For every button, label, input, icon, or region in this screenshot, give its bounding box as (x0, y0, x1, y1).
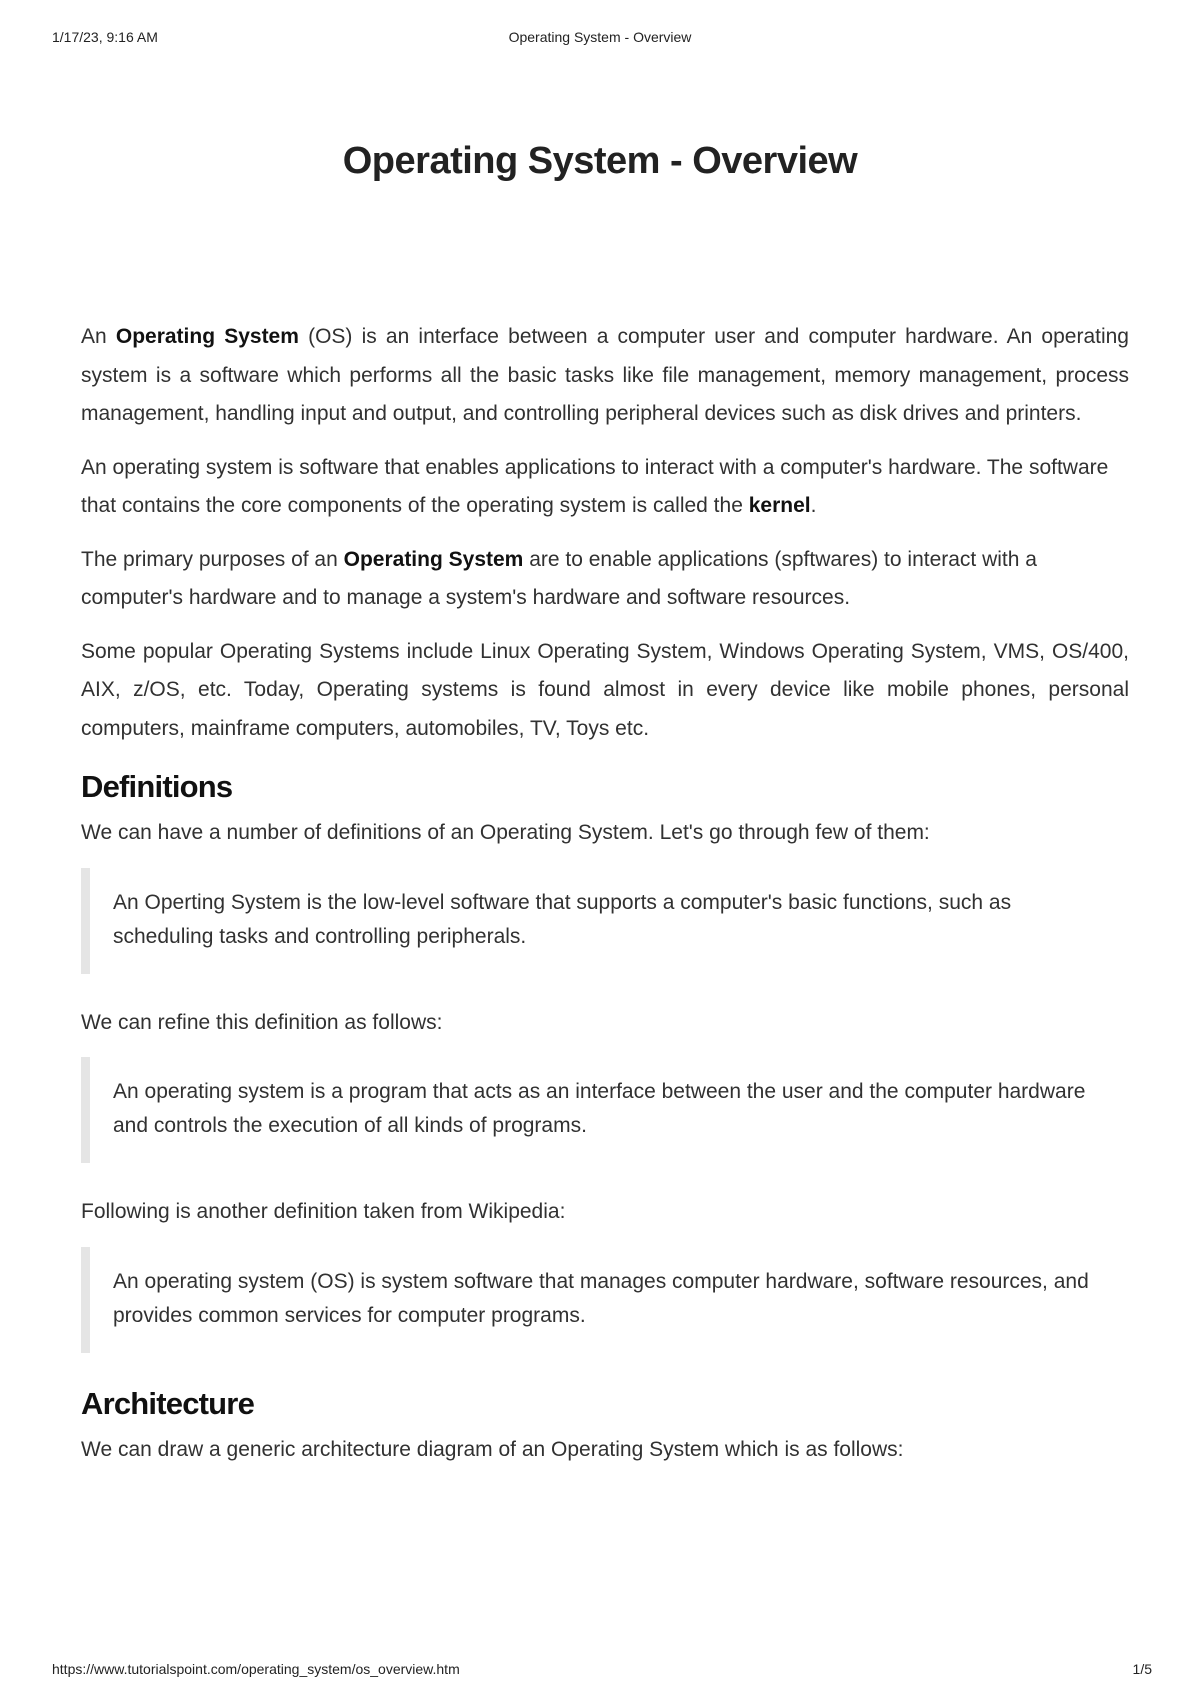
print-datetime: 1/17/23, 9:16 AM (52, 29, 158, 45)
definitions-heading: Definitions (81, 769, 233, 804)
intro-paragraph-3: The primary purposes of an Operating System are to enable applications (spftwares) to interact with a computer's hardware and to manage a system's hardware and software resources. (81, 547, 1037, 609)
intro-paragraph-2: An operating system is software that enables applications to interact with a computer's hardware. The software that contains the core components of the operating system is called the kernel. (81, 455, 1109, 517)
print-header (0, 29, 1200, 49)
definitions-lead: We can have a number of definitions of an Operating System. Let's go through few of them: (81, 821, 930, 844)
bold-term: kernel (748, 494, 811, 517)
refine-text: We can refine this definition as follows: (81, 1010, 443, 1034)
quote-text: An operating system (OS) is system software that manages computer hardware, software resources, and provides common services for computer programs. (113, 1269, 1089, 1327)
architecture-heading: Architecture (81, 1385, 255, 1421)
article-content (81, 318, 1129, 1484)
definition-quote-3 (81, 1247, 1129, 1353)
intro-paragraph-1: An Operating System (OS) is an interface between a computer user and computer hardware. An operating system is a software which performs all the basic tasks like file management, memory management, process management, handling input and output, and controlling peripheral devices such as disk drives and printers. (81, 325, 1129, 425)
quote-text: An operating system is a program that acts as an interface between the user and the computer hardware and controls the execution of all kinds of programs. (113, 1080, 1086, 1137)
architecture-lead: We can draw a generic architecture diagram of an Operating System which is as follows: (81, 1437, 904, 1461)
definition-quote-1 (81, 868, 1129, 974)
bold-term: Operating System (115, 325, 299, 348)
definition-quote-2 (81, 1057, 1129, 1163)
page-number: 1/5 (1132, 1661, 1152, 1677)
bold-term: Operating System (343, 547, 524, 571)
print-footer (0, 1661, 1200, 1681)
page-url[interactable]: https://www.tutorialspoint.com/operating_system/os_overview.htm (52, 1661, 460, 1677)
wikipedia-lead: Following is another definition taken from Wikipedia: (81, 1200, 566, 1223)
quote-text: An Operting System is the low-level software that supports a computer's basic functions, such as scheduling tasks and controlling peripherals. (113, 890, 1012, 948)
page-title: Operating System - Overview (342, 140, 858, 182)
intro-paragraph-4: Some popular Operating Systems include Linux Operating System, Windows Operating System, VMS, OS/400, AIX, z/OS, etc. Today, Operating systems is found almost in every device like mobile phones, personal computers, mainframe computers, automobiles, TV, Toys etc. (81, 639, 1129, 740)
print-doc-title: Operating System - Overview (508, 29, 692, 45)
